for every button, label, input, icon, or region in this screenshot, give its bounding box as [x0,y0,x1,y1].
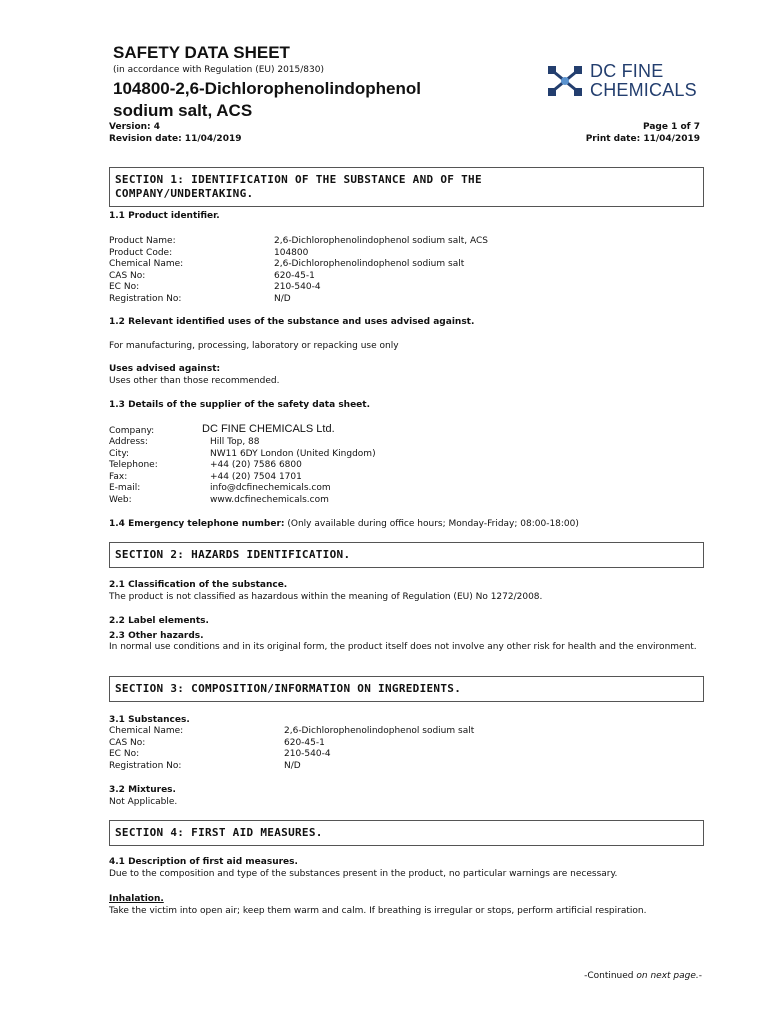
print-date: Print date: 11/04/2019 [585,134,700,144]
product-title [113,78,513,122]
product-identifier-value: 620-45-1 [274,270,315,281]
substance-row [109,749,474,761]
page-number: Page 1 of 7 [643,122,700,132]
supplier-row [109,460,376,472]
product-identifier-row [109,248,488,260]
supplier-row [109,483,376,495]
supplier-label: E-mail: [109,483,141,494]
section-1-title-line1: SECTION 1: IDENTIFICATION OF THE SUBSTANCE AND OF THE [115,173,482,186]
uses-advised-against: Uses other than those recommended. [109,376,280,386]
product-title-line1: 104800-2,6-Dichlorophenolindophenol [113,79,421,98]
company-logo [546,58,706,104]
product-identifier-list [109,236,488,306]
product-identifier-value: 2,6-Dichlorophenolindophenol sodium salt [274,259,465,270]
section-3-heading: SECTION 3: COMPOSITION/INFORMATION ON INGREDIENTS. [109,676,704,702]
supplier-row [109,472,376,484]
supplier-details [109,437,376,507]
supplier-label: Address: [109,437,148,447]
supplier-label: Web: [109,494,132,505]
section-1-title-line2: COMPANY/UNDERTAKING. [115,187,254,200]
molecule-icon [546,62,586,102]
product-identifier-value: 210-540-4 [274,282,321,293]
logo-wordmark [590,62,697,100]
mixtures-text: Not Applicable. [109,797,178,807]
regulation-subtitle: (in accordance with Regulation (EU) 2015/830) [113,65,324,75]
supplier-value: NW11 6DY London (United Kingdom) [210,448,376,459]
supplier-label: City: [109,448,130,459]
logo-line2: CHEMICALS [590,80,697,100]
product-identifier-value: 104800 [274,247,309,258]
product-identifier-value: N/D [274,293,291,304]
section-1-heading [109,167,704,207]
version-block [109,121,241,145]
classification-text: The product is not classified as hazardous within the meaning of Regulation (EU) No 1272/2008. [109,592,543,602]
supplier-value: Hill Top, 88 [210,437,260,447]
substance-label: CAS No: [109,737,146,748]
first-aid-text: Due to the composition and type of the substances present in the product, no particular warnings are necessary. [109,869,618,879]
heading-1-1: 1.1 Product identifier. [109,211,220,221]
heading-4-1: 4.1 Description of first aid measures. [109,857,298,867]
inhalation-heading: Inhalation. [109,894,164,904]
heading-1-2: 1.2 Relevant identified uses of the substance and uses advised against. [109,317,475,327]
heading-3-2: 3.2 Mixtures. [109,785,176,795]
section-2-heading: SECTION 2: HAZARDS IDENTIFICATION. [109,542,704,568]
substance-label: Registration No: [109,760,182,771]
substance-row [109,726,474,738]
heading-2-3: 2.3 Other hazards. [109,631,204,641]
page-block [586,121,700,145]
supplier-label: Telephone: [109,460,158,471]
document-title: SAFETY DATA SHEET [113,43,290,62]
substance-value: 210-540-4 [284,749,331,760]
heading-2-2: 2.2 Label elements. [109,616,209,626]
product-identifier-label: CAS No: [109,270,146,281]
heading-1-3: 1.3 Details of the supplier of the safety data sheet. [109,400,371,410]
substance-value: N/D [284,760,301,771]
substance-label: EC No: [109,749,140,760]
section-4-heading: SECTION 4: FIRST AID MEASURES. [109,820,704,846]
identified-uses: For manufacturing, processing, laboratory or repacking use only [109,341,399,351]
product-identifier-value: 2,6-Dichlorophenolindophenol sodium salt, ACS [274,236,488,246]
product-identifier-row [109,259,488,271]
supplier-row [109,449,376,461]
heading-1-4: 1.4 Emergency telephone number: [109,519,285,529]
product-identifier-row [109,282,488,294]
supplier-value: +44 (20) 7586 6800 [210,460,302,471]
substance-row [109,761,474,773]
substance-row [109,738,474,750]
revision-date: Revision date: 11/04/2019 [109,134,242,144]
company-label: Company: [109,426,155,436]
logo-line1: DC FINE [590,61,664,81]
product-identifier-row [109,271,488,283]
product-identifier-label: Chemical Name: [109,259,184,270]
emergency-hours: (Only available during office hours; Monday-Friday; 08:00-18:00) [287,519,579,529]
supplier-value: www.dcfinechemicals.com [210,494,329,505]
product-identifier-label: EC No: [109,282,140,293]
other-hazards-text: In normal use conditions and in its original form, the product itself does not involve any other risk for health and the environment. [109,642,697,652]
product-identifier-row [109,236,488,248]
supplier-value: +44 (20) 7504 1701 [210,471,302,482]
company-name: DC FINE CHEMICALS Ltd. [202,423,335,435]
substance-value: 2,6-Dichlorophenolindophenol sodium salt [284,726,475,736]
next-page-label: on next page. [636,971,699,981]
substance-value: 620-45-1 [284,737,325,748]
supplier-label: Fax: [109,471,128,482]
inhalation-text: Take the victim into open air; keep them warm and calm. If breathing is irregular or stops, perform artificial respiration. [109,906,647,916]
product-identifier-row [109,294,488,306]
product-title-line2: sodium salt, ACS [113,101,253,120]
product-identifier-label: Registration No: [109,293,182,304]
continued-footer [584,971,702,981]
product-identifier-label: Product Name: [109,236,176,246]
product-identifier-label: Product Code: [109,247,173,258]
continued-tail: - [698,971,702,981]
supplier-row [109,437,376,449]
substance-list [109,726,474,772]
heading-3-1: 3.1 Substances. [109,715,190,725]
continued-label: -Continued [584,971,637,981]
substance-label: Chemical Name: [109,726,184,736]
version: Version: 4 [109,122,161,132]
emergency-line [109,519,579,529]
supplier-row [109,495,376,507]
uses-advised-against-heading: Uses advised against: [109,364,221,374]
supplier-value: info@dcfinechemicals.com [210,483,331,494]
heading-2-1: 2.1 Classification of the substance. [109,580,288,590]
